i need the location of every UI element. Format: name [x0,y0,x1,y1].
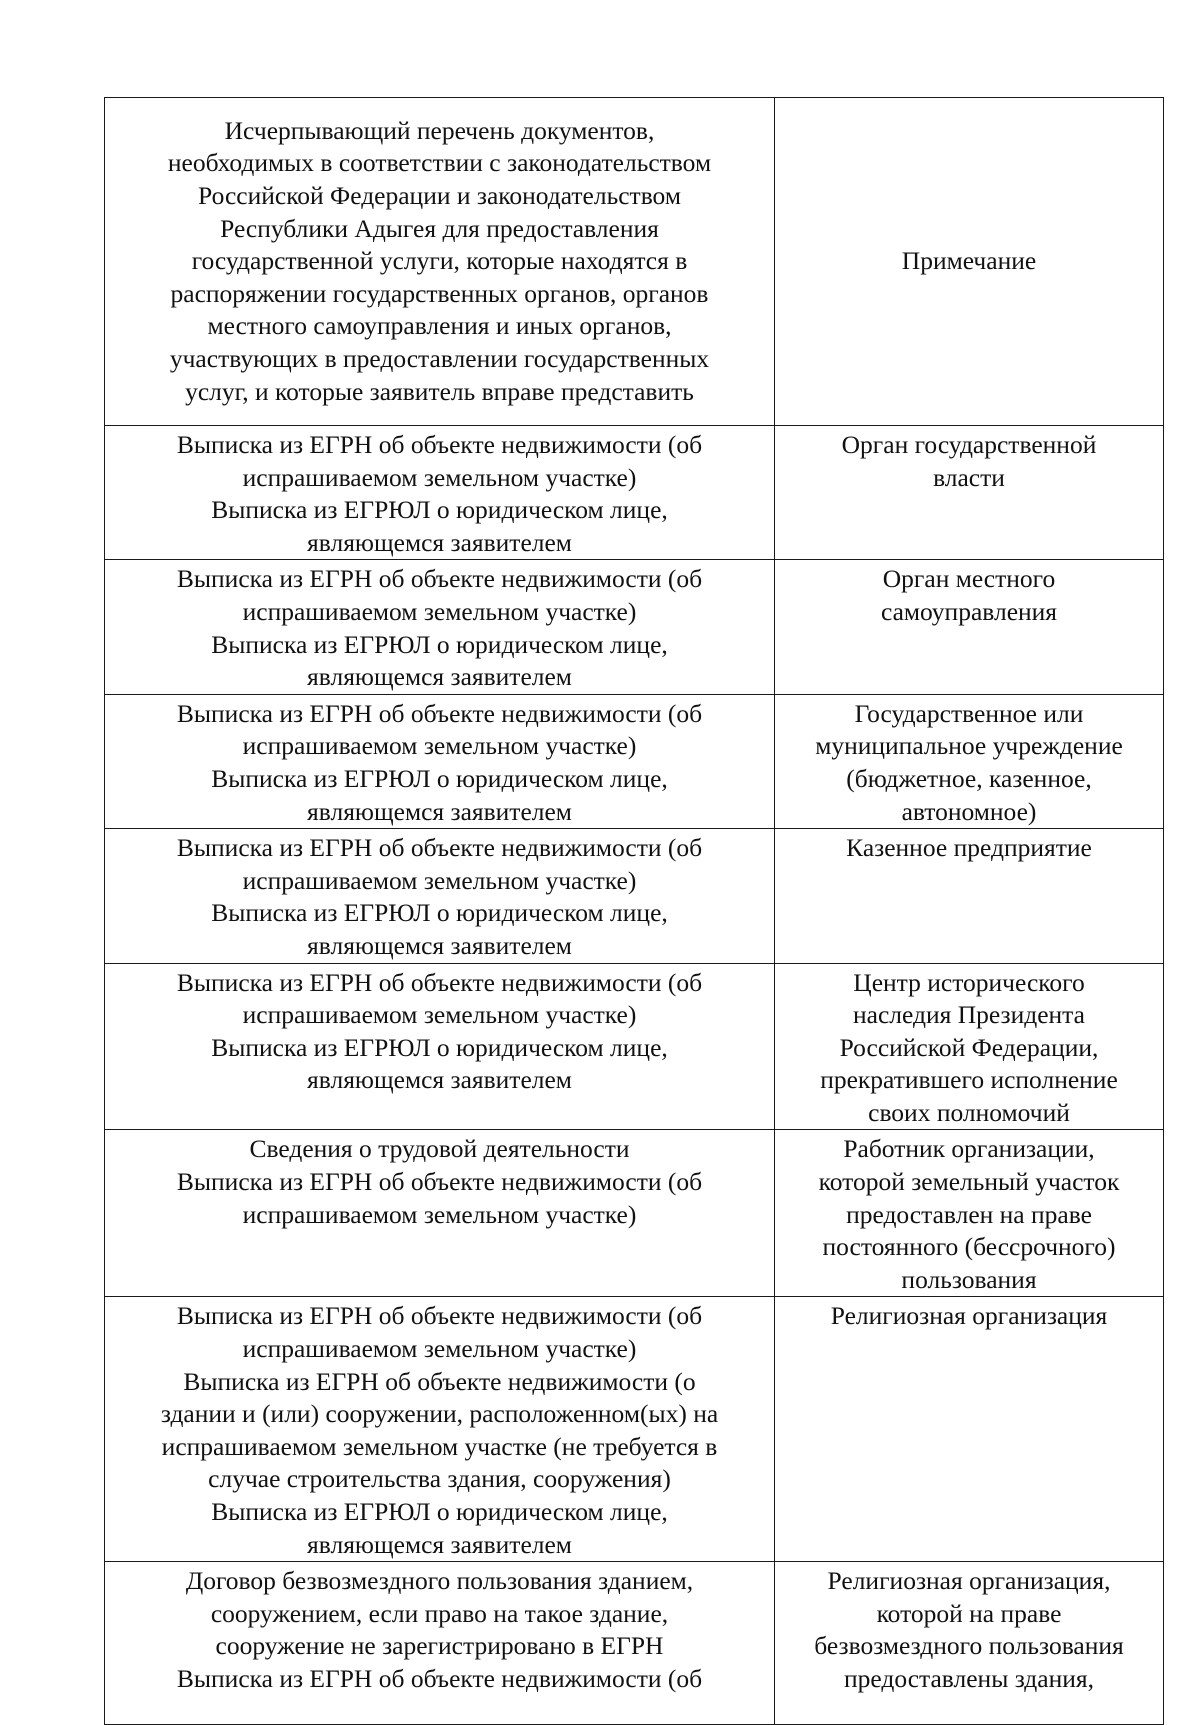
header-note-cell [775,98,1164,426]
documents-line: являющемся заявителем [307,1529,572,1559]
header-documents-line: местного самоуправления и иных органов, [207,311,672,341]
documents-line: испрашиваемом земельном участке) [242,596,637,626]
note-cell [775,694,1164,828]
note-line: Орган государственной [841,430,1097,459]
note-line: Работник организации, [843,1134,1095,1164]
documents-line: Выписка из ЕГРН об объекте недвижимости (об [176,698,703,728]
table-row [105,694,1164,828]
documents-line: Выписка из ЕГРН об объекте недвижимости (об [176,1301,703,1331]
note-line: Орган местного [882,564,1056,594]
documents-line: здании и (или) сооружении, расположенном(ых) на [160,1399,719,1429]
documents-line: испрашиваемом земельном участке) [242,1334,637,1364]
documents-table [104,97,1164,1725]
note-line: Религиозная организация [830,1301,1108,1331]
documents-line: являющемся заявителем [307,527,572,557]
documents-line: испрашиваемом земельном участке) [242,462,637,492]
header-note-label: Примечание [901,246,1037,276]
table-row [105,426,1164,560]
note-cell [775,1562,1164,1725]
note-line: которой на праве [876,1598,1062,1628]
documents-line: сооружение не зарегистрировано в ЕГРН [215,1631,664,1661]
documents-line: испрашиваемом земельном участке) [242,731,637,761]
documents-line: являющемся заявителем [307,1065,572,1095]
documents-line: Сведения о трудовой деятельности [249,1134,630,1164]
documents-cell [105,694,775,828]
documents-cell [105,1297,775,1562]
note-line: предоставлен на праве [846,1199,1092,1229]
note-line: наследия Президента [853,1000,1085,1030]
documents-line: являющемся заявителем [307,930,572,960]
table-row [105,560,1164,694]
note-line: Центр исторического [853,967,1085,997]
documents-line: Выписка из ЕГРН об объекте недвижимости (об [176,430,703,459]
header-documents-line: распоряжении государственных органов, органов [170,278,709,308]
documents-line: Выписка из ЕГРН об объекте недвижимости (об [176,1167,703,1197]
table-row [105,1562,1164,1725]
note-line: которой земельный участок [818,1167,1120,1197]
documents-line: сооружением, если право на такое здание, [210,1598,669,1628]
header-documents-cell [105,98,775,426]
note-cell [775,560,1164,694]
note-line: (бюджетное, казенное, [846,763,1092,793]
note-line: Казенное предприятие [846,833,1092,863]
header-documents-line: участвующих в предоставлении государственных [169,343,710,373]
header-documents-line: Российской Федерации и законодательством [198,181,681,211]
documents-line: Выписка из ЕГРЮЛ о юридическом лице, [211,1497,668,1526]
note-cell [775,829,1164,963]
table-row [105,1297,1164,1562]
documents-line: испрашиваемом земельном участке) [242,1000,637,1030]
note-line: власти [933,462,1005,492]
note-line: самоуправления [880,596,1058,626]
note-line: Российской Федерации, [839,1032,1099,1062]
note-line: безвозмездного пользования [814,1631,1124,1661]
table-row [105,829,1164,963]
documents-line: Выписка из ЕГРЮЛ о юридическом лице, [211,763,668,793]
documents-cell [105,560,775,694]
documents-line: испрашиваемом земельном участке) [242,865,637,895]
documents-cell [105,1562,775,1725]
note-line: своих полномочий [868,1097,1070,1127]
header-documents-line: необходимых в соответствии с законодательством [167,148,712,178]
documents-cell [105,1130,775,1297]
documents-line: Выписка из ЕГРН об объекте недвижимости (о [183,1366,696,1396]
note-line: муниципальное учреждение [815,731,1123,761]
documents-line: Выписка из ЕГРН об объекте недвижимости (об [176,833,703,863]
documents-cell [105,963,775,1130]
table-row [105,963,1164,1130]
note-line: пользования [901,1264,1037,1294]
documents-cell [105,829,775,963]
note-line: автономное) [901,796,1037,826]
documents-line: испрашиваемом земельном участке (не требуется в [161,1431,718,1461]
documents-line: случае строительства здания, сооружения) [208,1464,671,1494]
documents-line: Выписка из ЕГРН об объекте недвижимости (об [176,564,703,594]
documents-line: испрашиваемом земельном участке) [242,1199,637,1229]
note-line: постоянного (бессрочного) [822,1232,1116,1262]
note-line: предоставлены здания, [843,1663,1095,1693]
documents-line: являющемся заявителем [307,662,572,692]
table-row [105,1130,1164,1297]
note-cell [775,1130,1164,1297]
documents-cell [105,426,775,560]
documents-line: Выписка из ЕГРЮЛ о юридическом лице, [211,1032,668,1062]
documents-line: Выписка из ЕГРЮЛ о юридическом лице, [211,629,668,659]
note-line: Религиозная организация, [827,1566,1111,1596]
note-cell [775,963,1164,1130]
header-documents-line: Республики Адыгея для предоставления [220,213,659,243]
note-cell [775,1297,1164,1562]
note-line: прекратившего исполнение [820,1065,1118,1095]
header-documents-line: Исчерпывающий перечень документов, [224,115,655,145]
documents-line: Выписка из ЕГРЮЛ о юридическом лице, [211,495,668,525]
note-line: Государственное или [854,698,1084,728]
table-header-row [105,98,1164,426]
header-documents-line: государственной услуги, которые находятся в [191,246,688,276]
documents-line: Выписка из ЕГРЮЛ о юридическом лице, [211,898,668,928]
header-documents-line: услуг, и которые заявитель вправе представить [185,376,694,406]
documents-line: Выписка из ЕГРН об объекте недвижимости (об [176,1663,703,1693]
documents-line: Договор безвозмездного пользования зданием, [185,1566,694,1596]
documents-line: Выписка из ЕГРН об объекте недвижимости (об [176,967,703,997]
note-cell [775,426,1164,560]
documents-line: являющемся заявителем [307,796,572,826]
